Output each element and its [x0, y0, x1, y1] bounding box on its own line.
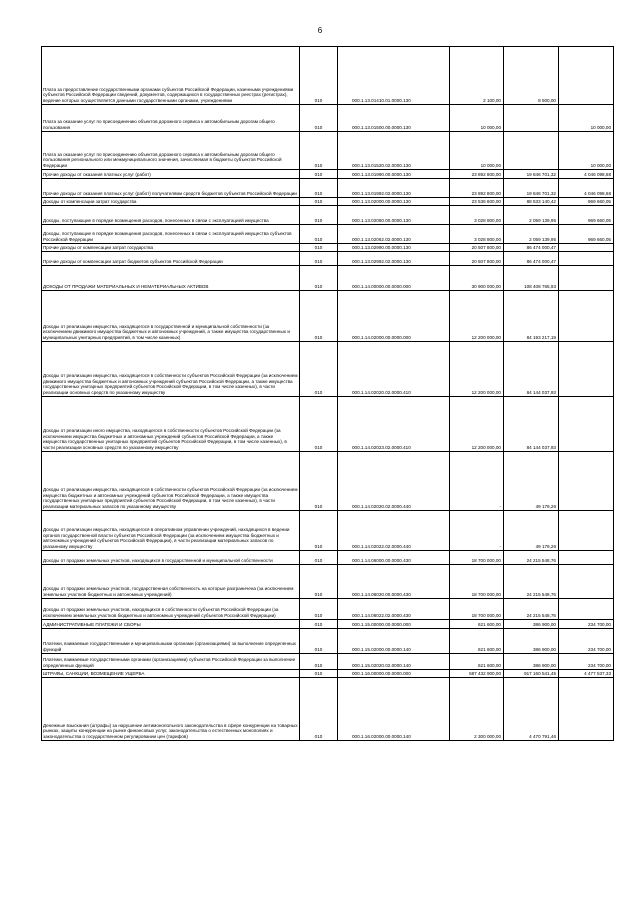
remaining-amount-cell — [559, 397, 614, 452]
plan-amount-cell: 18 700 000,00 — [450, 551, 504, 565]
plan-amount-cell: 30 900 000,00 — [450, 266, 504, 291]
revenue-table-body — [42, 47, 614, 741]
budget-code-cell: 000.1.14.02020.02.0000.410 — [338, 342, 450, 397]
revenue-name-cell: Плата за оказание услуг по присоединению объектов дорожного сервиса к автомобильным дорогам общего пользования регионального или межмуниципального значения, зачисляемая в бюджеты субъектов Российской Федерации — [42, 132, 300, 170]
table-row — [42, 206, 614, 225]
budget-code-cell: 000.1.13.01990.00.0000.130 — [338, 170, 450, 179]
executed-amount-cell: 86 474 000,47 — [504, 252, 559, 266]
admin-code-cell: 010 — [300, 225, 338, 244]
remaining-amount-cell — [559, 511, 614, 551]
table-row — [42, 654, 614, 670]
admin-code-cell: 010 — [300, 179, 338, 198]
table-row — [42, 179, 614, 198]
admin-code-cell: 010 — [300, 198, 338, 206]
plan-amount-cell: 12 200 000,00 — [450, 342, 504, 397]
revenue-name-cell: Прочие доходы от компенсации затрат бюджетов субъектов Российской Федерации — [42, 252, 300, 266]
table-row — [42, 291, 614, 342]
plan-amount-cell: - — [450, 511, 504, 551]
remaining-amount-cell: 234 700,00 — [559, 620, 614, 629]
table-row — [42, 397, 614, 452]
admin-code-cell: 010 — [300, 511, 338, 551]
budget-code-cell: 000.1.13.01992.02.0000.130 — [338, 179, 450, 198]
admin-code-cell: 010 — [300, 170, 338, 179]
remaining-amount-cell — [559, 252, 614, 266]
revenue-name-cell: Доходы, поступающие в порядке возмещения расходов, понесенных в связи с эксплуатацией имущества субъектов Российской Федерации — [42, 225, 300, 244]
revenue-name-cell: Платежи, взимаемые государственными органами (организациями) субъектов Российской Федерации за выполнение определенных функций — [42, 654, 300, 670]
budget-code-cell: 000.1.13.02060.00.0000.130 — [338, 206, 450, 225]
table-row — [42, 551, 614, 565]
remaining-amount-cell: 234 700,00 — [559, 629, 614, 654]
executed-amount-cell: 24 215 548,76 — [504, 565, 559, 599]
executed-amount-cell: 24 215 548,76 — [504, 599, 559, 620]
admin-code-cell: 010 — [300, 678, 338, 741]
plan-amount-cell: 621 600,00 — [450, 654, 504, 670]
admin-code-cell: 010 — [300, 670, 338, 678]
admin-code-cell: 010 — [300, 551, 338, 565]
revenue-name-cell: Платежи, взимаемые государственными и муниципальными органами (организациями) за выполнение определенных функций — [42, 629, 300, 654]
revenue-name-cell: Доходы от компенсации затрат государства — [42, 198, 300, 206]
executed-amount-cell: 84 193 217,19 — [504, 291, 559, 342]
remaining-amount-cell: 10 000,00 — [559, 105, 614, 132]
budget-code-cell: 000.1.13.01410.01.0000.130 — [338, 47, 450, 105]
plan-amount-cell: 3 028 800,00 — [450, 225, 504, 244]
remaining-amount-cell — [559, 551, 614, 565]
budget-code-cell: 000.1.14.02023.02.0000.410 — [338, 397, 450, 452]
executed-amount-cell: 386 900,00 — [504, 654, 559, 670]
table-row — [42, 620, 614, 629]
table-row — [42, 599, 614, 620]
page-number: 6 — [317, 26, 323, 35]
remaining-amount-cell: 969 660,05 — [559, 206, 614, 225]
plan-amount-cell: 2 300 000,00 — [450, 678, 504, 741]
revenue-name-cell: Доходы от реализации имущества, находящегося в оперативном управлении учреждений, находящихся в ведении органов государственной власти субъектов Российской Федерации (за исключением имущества бюджетных и автономных учреждений субъектов Российской Федерации), в части реализации материальных запасов по указанному имуществу — [42, 511, 300, 551]
budget-code-cell: 000.1.14.06022.02.0000.430 — [338, 599, 450, 620]
plan-amount-cell: 3 028 800,00 — [450, 206, 504, 225]
revenue-name-cell: Прочие доходы от оказания платных услуг (работ) — [42, 170, 300, 179]
revenue-name-cell: Доходы от реализации имущества, находящегося в государственной и муниципальной собственности (за исключением движимого имущества бюджетных и автономных учреждений, а также имущества государственных и муниципальных унитарных предприятий, в том числе казенных) — [42, 291, 300, 342]
executed-amount-cell: 84 144 037,93 — [504, 342, 559, 397]
admin-code-cell: 010 — [300, 47, 338, 105]
revenue-name-cell: Плата за предоставление государственными органами субъектов Российской Федерации, казенными учреждениями субъектов Российской Федерации сведений, документов, содержащихся в государственных реестрах (регистрах), ведение которых осуществляется данными государственными органами, учреждениями — [42, 47, 300, 105]
budget-code-cell: 000.1.14.02000.00.0000.000 — [338, 291, 450, 342]
executed-amount-cell: 2 059 139,95 — [504, 225, 559, 244]
table-row — [42, 511, 614, 551]
executed-amount-cell: 88 533 140,42 — [504, 198, 559, 206]
revenue-name-cell: Доходы от реализации имущества, находящегося в собственности субъектов Российской Федерации (за исключением движимого имущества бюджетных и автономных учреждений субъектов Российской Федерации, а также имущества государственных унитарных предприятий субъектов Российской Федерации, в том числе казенных), в части реализации основных средств по указанному имуществу — [42, 342, 300, 397]
table-row — [42, 198, 614, 206]
executed-amount-cell: 24 215 548,76 — [504, 551, 559, 565]
plan-amount-cell: 621 600,00 — [450, 629, 504, 654]
admin-code-cell: 010 — [300, 291, 338, 342]
budget-code-cell: 000.1.14.06020.00.0000.430 — [338, 565, 450, 599]
executed-amount-cell: 8 500,00 — [504, 47, 559, 105]
revenue-name-cell: Доходы от продажи земельных участков, находящихся в государственной и муниципальной собственности — [42, 551, 300, 565]
admin-code-cell: 010 — [300, 599, 338, 620]
remaining-amount-cell — [559, 342, 614, 397]
remaining-amount-cell: 4 046 098,68 — [559, 179, 614, 198]
admin-code-cell: 010 — [300, 105, 338, 132]
executed-amount-cell: 4 470 791,46 — [504, 678, 559, 741]
remaining-amount-cell: 4 046 098,68 — [559, 170, 614, 179]
revenue-name-cell: Доходы от реализации иного имущества, находящегося в собственности субъектов Российской Федерации (за исключением имущества бюджетных и автономных учреждений субъектов Российской Федерации, а также имущества государственных унитарных предприятий субъектов Российской Федерации, в том числе казенных), в части реализации основных средств по указанному имуществу — [42, 397, 300, 452]
admin-code-cell: 010 — [300, 252, 338, 266]
table-row — [42, 132, 614, 170]
remaining-amount-cell — [559, 291, 614, 342]
table-row — [42, 105, 614, 132]
plan-amount-cell: - — [450, 452, 504, 511]
admin-code-cell: 010 — [300, 132, 338, 170]
plan-amount-cell: 10 000,00 — [450, 105, 504, 132]
executed-amount-cell: 386 900,00 — [504, 629, 559, 654]
remaining-amount-cell — [559, 678, 614, 741]
plan-amount-cell: 10 000,00 — [450, 132, 504, 170]
admin-code-cell: 010 — [300, 244, 338, 252]
plan-amount-cell: 23 536 600,00 — [450, 198, 504, 206]
remaining-amount-cell: 969 660,05 — [559, 225, 614, 244]
table-row — [42, 252, 614, 266]
revenue-name-cell: ДОХОДЫ ОТ ПРОДАЖИ МАТЕРИАЛЬНЫХ И НЕМАТЕРИАЛЬНЫХ АКТИВОВ — [42, 266, 300, 291]
table-row — [42, 170, 614, 179]
executed-amount-cell — [504, 105, 559, 132]
executed-amount-cell: 86 474 000,47 — [504, 244, 559, 252]
revenue-name-cell: Доходы, поступающие в порядке возмещения расходов, понесенных в связи с эксплуатацией имущества — [42, 206, 300, 225]
table-row — [42, 565, 614, 599]
admin-code-cell: 010 — [300, 565, 338, 599]
plan-amount-cell: 23 892 800,00 — [450, 179, 504, 198]
budget-code-cell: 000.1.16.00000.00.0000.000 — [338, 670, 450, 678]
revenue-name-cell: Доходы от реализации имущества, находящегося в собственности субъектов Российской Федерации (за исключением имущества бюджетных и автономных учреждений субъектов Российской Федерации, а также имущества государственных унитарных предприятий субъектов Российской Федерации, в том числе казенных), в части реализации материальных запасов по указанному имуществу — [42, 452, 300, 511]
budget-code-cell: 000.1.15.02000.00.0000.140 — [338, 629, 450, 654]
budget-code-cell: 000.1.13.02062.02.0000.130 — [338, 225, 450, 244]
plan-amount-cell: 2 100,00 — [450, 47, 504, 105]
admin-code-cell: 010 — [300, 266, 338, 291]
remaining-amount-cell — [559, 244, 614, 252]
table-row — [42, 266, 614, 291]
budget-code-cell: 000.1.14.06000.00.0000.430 — [338, 551, 450, 565]
budget-code-cell: 000.1.13.02990.00.0000.130 — [338, 244, 450, 252]
revenue-name-cell: Денежные взыскания (штрафы) за нарушение антимонопольного законодательства в сфере конкуренции на товарных рынках, защиты конкуренции на рынке финансовых услуг, законодательства о естественных монополиях и законодательства о государственном регулировании цен (тарифов) — [42, 678, 300, 741]
budget-code-cell: 000.1.13.02992.02.0000.130 — [338, 252, 450, 266]
revenue-name-cell: Доходы от продажи земельных участков, находящихся в собственности субъектов Российской Федерации (за исключением земельных участков бюджетных и автономных учреждений субъектов Российской Федерации) — [42, 599, 300, 620]
budget-code-cell: 000.1.14.02022.02.0000.440 — [338, 511, 450, 551]
revenue-table — [41, 46, 614, 741]
executed-amount-cell — [504, 132, 559, 170]
remaining-amount-cell — [559, 565, 614, 599]
plan-amount-cell: 12 200 000,00 — [450, 397, 504, 452]
table-row — [42, 670, 614, 678]
plan-amount-cell: 18 700 000,00 — [450, 599, 504, 620]
remaining-amount-cell — [559, 452, 614, 511]
executed-amount-cell: 49 179,26 — [504, 452, 559, 511]
admin-code-cell: 010 — [300, 654, 338, 670]
budget-code-cell: 000.1.13.02000.00.0000.130 — [338, 198, 450, 206]
remaining-amount-cell: 969 660,05 — [559, 198, 614, 206]
remaining-amount-cell: 234 700,00 — [559, 654, 614, 670]
table-row — [42, 47, 614, 105]
admin-code-cell: 010 — [300, 342, 338, 397]
executed-amount-cell: 19 846 701,32 — [504, 179, 559, 198]
budget-code-cell: 000.1.13.01520.02.0000.130 — [338, 132, 450, 170]
plan-amount-cell: 587 432 900,00 — [450, 670, 504, 678]
remaining-amount-cell — [559, 266, 614, 291]
admin-code-cell: 010 — [300, 452, 338, 511]
table-row — [42, 452, 614, 511]
table-row — [42, 629, 614, 654]
admin-code-cell: 010 — [300, 620, 338, 629]
executed-amount-cell: 108 408 765,93 — [504, 266, 559, 291]
remaining-amount-cell — [559, 599, 614, 620]
executed-amount-cell: 386 900,00 — [504, 620, 559, 629]
plan-amount-cell: 23 892 800,00 — [450, 170, 504, 179]
budget-code-cell: 000.1.15.00000.00.0000.000 — [338, 620, 450, 629]
table-row — [42, 244, 614, 252]
plan-amount-cell: 20 507 800,00 — [450, 252, 504, 266]
table-row — [42, 342, 614, 397]
executed-amount-cell: 49 179,26 — [504, 511, 559, 551]
revenue-name-cell: ШТРАФЫ, САНКЦИИ, ВОЗМЕЩЕНИЕ УЩЕРБА — [42, 670, 300, 678]
budget-code-cell: 000.1.16.02000.00.0000.140 — [338, 678, 450, 741]
plan-amount-cell: 12 200 000,00 — [450, 291, 504, 342]
executed-amount-cell: 84 144 037,93 — [504, 397, 559, 452]
revenue-name-cell: Плата за оказание услуг по присоединению объектов дорожного сервиса к автомобильным дорогам общего пользования — [42, 105, 300, 132]
revenue-name-cell: Прочие доходы от оказания платных услуг (работ) получателями средств бюджетов субъектов Российской Федерации — [42, 179, 300, 198]
budget-code-cell: 000.1.14.02020.02.0000.440 — [338, 452, 450, 511]
remaining-amount-cell — [559, 47, 614, 105]
budget-code-cell: 000.1.13.01500.00.0000.130 — [338, 105, 450, 132]
budget-code-cell: 000.1.14.00000.00.0000.000 — [338, 266, 450, 291]
remaining-amount-cell: 10 000,00 — [559, 132, 614, 170]
admin-code-cell: 010 — [300, 397, 338, 452]
revenue-name-cell: АДМИНИСТРАТИВНЫЕ ПЛАТЕЖИ И СБОРЫ — [42, 620, 300, 629]
table-row — [42, 225, 614, 244]
executed-amount-cell: 2 059 139,95 — [504, 206, 559, 225]
admin-code-cell: 010 — [300, 206, 338, 225]
remaining-amount-cell: 4 477 537,33 — [559, 670, 614, 678]
budget-code-cell: 000.1.15.02020.02.0000.140 — [338, 654, 450, 670]
executed-amount-cell: 19 846 701,32 — [504, 170, 559, 179]
executed-amount-cell: 917 160 541,45 — [504, 670, 559, 678]
plan-amount-cell: 20 507 800,00 — [450, 244, 504, 252]
plan-amount-cell: 621 600,00 — [450, 620, 504, 629]
revenue-name-cell: Прочие доходы от компенсации затрат государства — [42, 244, 300, 252]
plan-amount-cell: 18 700 000,00 — [450, 565, 504, 599]
table-row — [42, 678, 614, 741]
admin-code-cell: 010 — [300, 629, 338, 654]
revenue-name-cell: Доходы от продажи земельных участков, государственная собственность на которые разграничена (за исключением земельных участков бюджетных и автономных учреждений) — [42, 565, 300, 599]
